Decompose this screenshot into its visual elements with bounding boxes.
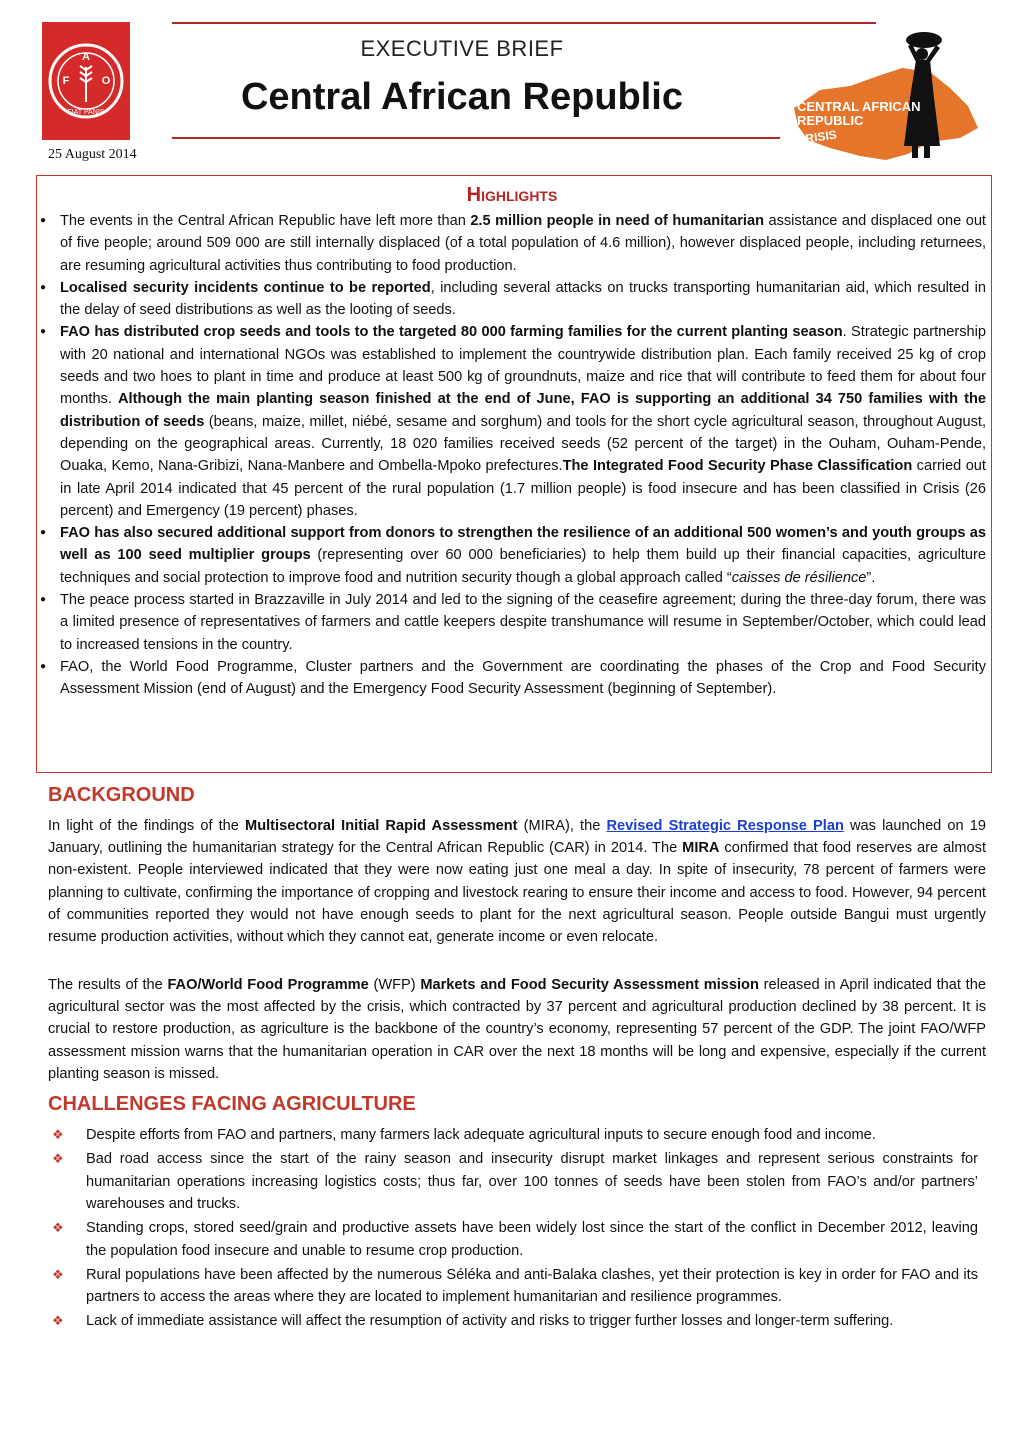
text-run: FAO, the World Food Programme, Cluster partners and the Government are coordinating the phases of the Crop and Food Security Assessment Mission (end of August) and the Emergency Food Security Assessment (beginning of September). bbox=[60, 658, 986, 698]
crisis-logo-text bbox=[797, 100, 921, 147]
doc-title: Central African Republic bbox=[240, 76, 683, 118]
highlights-list bbox=[40, 210, 986, 701]
bold-text: Multisectoral Initial Rapid Assessment bbox=[245, 818, 518, 834]
svg-text:A: A bbox=[82, 51, 90, 63]
text-run: carried out in late April 2014 indicated that 45 percent of the rural population (1.7 million people) is food insecure and has been classified in Crisis (26 percent) and Emergency (19 percent) phases. bbox=[60, 458, 986, 519]
bold-text: Markets and Food Security Assessment mission bbox=[420, 977, 759, 993]
challenges-list bbox=[48, 1124, 978, 1334]
doc-date: 25 August 2014 bbox=[48, 147, 137, 162]
highlight-item bbox=[40, 589, 986, 656]
text-run: confirmed that food reserves are almost non-existent. People interviewed indicated that they were now eating just one meal a day. In spite of insecurity, 78 percent of farmers were planning to cultivate, confirming the importance of cropping and livestock rearing to ensure their income and access to food. However, 94 percent of communities reported they would not have enough seeds to plant for the next agricultural season. People outside Bangui must urgently resume production activities, without which they cannot eat, generate income or even relocate. bbox=[48, 840, 986, 946]
challenge-item bbox=[48, 1217, 978, 1262]
crisis-logo-line2: REPUBLIC bbox=[797, 113, 864, 128]
diamond-bullet-icon: ❖ bbox=[52, 1220, 64, 1235]
crisis-logo-line3: CRISIS bbox=[796, 127, 838, 147]
text-run: was launched on 19 January, outlining the humanitarian strategy for the Central African Republic (CAR) in 2014. The bbox=[48, 818, 987, 857]
highlight-item bbox=[40, 656, 986, 701]
background-paragraph-1 bbox=[48, 815, 986, 948]
bold-text: Although the main planting season finished at the end of June, FAO is supporting an additional 34 750 families with the distribution of seeds bbox=[60, 391, 986, 430]
challenge-text: Despite efforts from FAO and partners, many farmers lack adequate agricultural inputs to secure enough food and income. bbox=[86, 1127, 876, 1143]
text-run: assistance and displaced one out of five people; around 509 000 are still internally displaced (of a total population of 4.6 million), however displaced people, including returnees, are resuming agricultural activities thus contributing to food production. bbox=[60, 213, 986, 274]
highlight-item bbox=[40, 321, 986, 522]
text-run: (beans, maize, millet, niébé, sesame and sorghum) and tools for the short cycle agricultural season, throughout August, depending on the geographical areas. Currently, 18 020 families received seeds (52 percent of the target) in the Ouham, Ouham-Pende, Ouaka, Kemo, Nana-Gribizi, Nana-Manbere and Ombella-Mpoko prefectures. bbox=[60, 413, 986, 475]
text-run: (MIRA), the bbox=[517, 818, 607, 834]
fao-logo bbox=[42, 22, 130, 140]
bold-text: FAO has also secured additional support from donors to strengthen the resilience of an additional 500 women’s and youth groups as well as 100 seed multiplier groups bbox=[60, 525, 986, 564]
text-run: , including several attacks on trucks transporting humanitarian aid, which resulted in the delay of seed distributions as well as the looting of seeds. bbox=[60, 279, 986, 319]
text-run: released in April indicated that the agricultural sector was the most affected by the crisis, which contracted by 37 percent and agricultural production declined by 38 percent. It is crucial to restore production, as agriculture is the backbone of the country’s economy, representing 57 percent of the GDP. The joint FAO/WFP assessment mission warns that the humanitarian operation in CAR over the next 18 months will be long and expensive, especially if the current planting season is missed. bbox=[48, 977, 986, 1082]
text-run: The results of the bbox=[48, 977, 168, 993]
highlights-title: Highlights bbox=[466, 184, 558, 206]
plan-link[interactable]: Revised Strategic Response Plan bbox=[606, 818, 844, 834]
background-paragraph-2 bbox=[48, 974, 986, 1085]
challenge-text: Standing crops, stored seed/grain and productive assets have been widely lost since the start of the conflict in December 2012, leaving the population food insecure and unable to resume crop production. bbox=[86, 1220, 978, 1259]
diamond-bullet-icon: ❖ bbox=[52, 1127, 64, 1142]
text-run: (representing over 60 000 beneficiaries) to help them build up their financial capacities, agriculture techniques and social protection to improve food and nutrition security though a global approach called “ bbox=[60, 547, 986, 586]
svg-text:FIAT PANIS: FIAT PANIS bbox=[67, 109, 105, 116]
challenge-text: Bad road access since the start of the rainy season and insecurity disrupt market linkages and represent serious constraints for humanitarian operations increasing logistics costs; thus far, over 100 tonnes of seeds have been stolen from FAO’s and/or partners’ warehouses and trucks. bbox=[86, 1151, 978, 1212]
bold-text: FAO/World Food Programme bbox=[167, 977, 369, 993]
crisis-logo-line1: CENTRAL AFRICAN bbox=[797, 99, 921, 114]
text-run: . Strategic partnership with 20 national and international NGOs was established to implement the countrywide distribution plan. Each family received 25 kg of crop seeds and two hoes to plant in time and produce at least 500 kg of groundnuts, maize and rice that will contribute to feed them for about four months. bbox=[60, 324, 986, 408]
challenge-text: Lack of immediate assistance will affect the resumption of activity and risks to trigger further losses and longer-term suffering. bbox=[86, 1313, 894, 1329]
diamond-bullet-icon: ❖ bbox=[52, 1151, 64, 1166]
highlight-item bbox=[40, 277, 986, 322]
header-rule-top bbox=[172, 22, 876, 24]
svg-text:F: F bbox=[62, 75, 70, 87]
text-run: The events in the Central African Republic have left more than bbox=[60, 213, 471, 229]
highlight-item bbox=[40, 210, 986, 277]
diamond-bullet-icon: ❖ bbox=[52, 1313, 64, 1328]
bold-text: FAO has distributed crop seeds and tools to the targeted 80 000 farming families for the current planting season bbox=[60, 324, 843, 341]
bold-text: 2.5 million people in need of humanitarian bbox=[470, 213, 764, 229]
challenge-item bbox=[48, 1310, 978, 1333]
challenges-heading: CHALLENGES FACING AGRICULTURE bbox=[48, 1093, 416, 1115]
bold-text: MIRA bbox=[682, 840, 720, 857]
challenge-item bbox=[48, 1148, 978, 1216]
italic-text: caisses de résilience bbox=[731, 569, 867, 586]
svg-text:O: O bbox=[101, 75, 111, 87]
text-run: ”. bbox=[866, 569, 876, 586]
text-run: (WFP) bbox=[368, 977, 421, 993]
bold-text: The Integrated Food Security Phase Classification bbox=[562, 458, 913, 475]
challenge-item bbox=[48, 1124, 978, 1147]
diamond-bullet-icon: ❖ bbox=[52, 1266, 64, 1282]
text-run: In light of the findings of the bbox=[48, 818, 246, 834]
doc-kicker: EXECUTIVE BRIEF bbox=[360, 36, 564, 61]
highlight-item bbox=[40, 522, 986, 589]
text-run: The peace process started in Brazzaville in July 2014 and led to the signing of the ceasefire agreement; during the three-day forum, there was a limited presence of representatives of farmers and cattle keepers despite transhumance will resume in September/October, which could lead to increased tensions in the country. bbox=[60, 592, 986, 653]
background-heading: BACKGROUND bbox=[48, 784, 195, 806]
challenge-item bbox=[48, 1264, 978, 1309]
header-rule-bottom bbox=[172, 137, 780, 139]
challenge-text: Rural populations have been affected by the numerous Séléka and anti-Balaka clashes, yet their protection is key in order for FAO and its partners to access the areas where they are located to implement humanitarian and resilience programmes. bbox=[86, 1266, 978, 1305]
bold-text: Localised security incidents continue to be reported bbox=[60, 279, 431, 296]
